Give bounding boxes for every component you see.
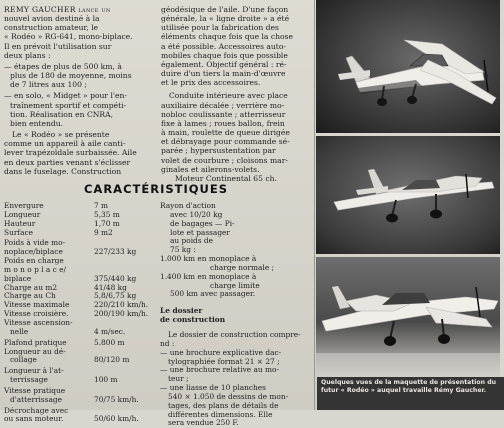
spec-label: Vitesse ascension-: [4, 317, 73, 327]
spec-label: Vitesse croisière.: [4, 309, 69, 319]
range-line: de bagages — Pi-: [170, 218, 235, 228]
spec-value: 1,70 m: [94, 218, 120, 228]
body-line: Moteur Continental 65 ch.: [175, 173, 277, 183]
spec-label: Vitesse maximale: [4, 300, 70, 310]
spec-label: Longueur à l'at-: [4, 366, 64, 376]
spec-row: [4, 229, 156, 238]
spec-label: collage: [10, 355, 37, 365]
dossier-line: sera vendue 250 F.: [168, 418, 239, 428]
body-line: générale, la « ligne droite » a été: [161, 14, 290, 24]
spec-label: ou sans moteur.: [4, 414, 64, 424]
range-line: 1.000 km en monoplace à: [160, 254, 257, 264]
body-line: parée ; hypersustentation par: [161, 146, 276, 156]
spec-label: Longueur: [4, 209, 41, 219]
model-photo-ground-view: [316, 257, 500, 375]
spec-label: biplace: [4, 273, 32, 283]
range-line: 500 km avec passager.: [170, 289, 256, 299]
intro-line: — en solo, « Midget » pour l'en-: [4, 91, 127, 101]
spec-value: 9 m2: [94, 227, 113, 237]
range-line: lote et passager: [170, 227, 230, 237]
model-photo-front-view: [316, 136, 500, 254]
spec-row: [4, 376, 156, 385]
spec-label: Hauteur: [4, 218, 36, 228]
spec-label: Poids à vide mo-: [4, 238, 66, 248]
intro-line: Il en prévoit l'utilisation sur: [4, 41, 112, 51]
body-line: ginales et ailerons-volets.: [161, 164, 260, 174]
airplane-model-image: [316, 136, 500, 254]
dossier-line: teur ;: [168, 374, 189, 384]
intro-line: bien entendu.: [10, 118, 64, 128]
spec-label: Poids en charge: [4, 256, 64, 266]
body-line: utilisée pour la fabrication des: [161, 23, 279, 33]
dossier-line: tages, des plans de détails de: [168, 400, 279, 410]
spec-label: Surface: [4, 227, 34, 237]
intro-line: traînement sportif et compéti-: [10, 100, 127, 110]
spec-label: d'atterrissage: [10, 394, 63, 404]
spec-row: [4, 356, 156, 365]
spec-value: 70/75 km/h.: [94, 394, 139, 404]
model-photo-top-view: [316, 0, 500, 133]
intro-line: Le « Rodéo » se présente: [12, 130, 110, 140]
dossier-line: 540 × 1.050 de dessins de mon-: [168, 391, 289, 401]
intro-column: [4, 5, 159, 176]
dossier-subheading: Le dossier: [160, 306, 203, 316]
spec-label: m o n o p l a c e/: [4, 264, 66, 274]
intro-line: plus de 180 de moyenne, moins: [10, 71, 132, 81]
intro-line: nouvel avion destiné à la: [4, 14, 100, 24]
body-line: et débrayage pour commande sé-: [161, 137, 290, 147]
body-line: Conduite intérieure avec place: [169, 91, 288, 101]
spec-value: 4 m/sec.: [94, 326, 126, 336]
intro-line: de 7 litres aux 100 ;: [10, 80, 87, 90]
body-line: duire d'un tiers la main-d'œuvre: [161, 69, 286, 79]
dossier-line: — une liasse de 10 planches: [160, 383, 266, 393]
section-heading: CARACTÉRISTIQUES: [83, 182, 229, 196]
spec-value: 5,8/6,75 kg: [94, 291, 137, 301]
spec-row: [4, 396, 156, 405]
dossier-line: tylographiée format 21 × 27 ;: [168, 356, 280, 366]
spec-label: Plafond pratique: [4, 337, 67, 347]
spec-label: Longueur au dé-: [4, 346, 66, 356]
spec-value: 80/120 m: [94, 355, 130, 365]
spec-label: Vitesse pratique: [4, 385, 66, 395]
body-line: nobloc coulissante ; atterrisseur: [161, 109, 286, 119]
airplane-model-image: [316, 0, 500, 133]
body-line: fixe à lames ; roues ballon, frein: [161, 118, 285, 128]
dossier-line: différentes dimensions. Elle: [168, 409, 273, 419]
intro-line: deux plans :: [4, 50, 51, 60]
spec-value: 375/440 kg: [94, 273, 137, 283]
intro-line: tion. Réalisation en CNRA,: [10, 109, 114, 119]
range-line: au poids de: [170, 236, 214, 246]
spec-label: Envergure: [4, 201, 44, 210]
dossier-line: Le dossier de construction compre-: [168, 329, 301, 339]
range-dossier-column: [160, 202, 310, 428]
range-line: Rayon d'action: [160, 201, 216, 210]
range-line: charge normale ;: [210, 262, 275, 272]
body-line: géodésique de l'aile. D'une façon: [161, 5, 289, 14]
spec-label: noplace/biplace: [4, 247, 63, 257]
body-line: a été possible. Accessoires auto-: [161, 41, 286, 51]
range-line: avec 10/20 kg: [170, 209, 223, 219]
spec-label: Charge au m2: [4, 282, 58, 292]
range-line: 75 kg :: [170, 245, 196, 255]
body-line: éléments chaque fois que la chose: [161, 32, 293, 42]
intro-line: en deux parties venant s'éclisser: [4, 157, 131, 167]
spec-label: nelle: [10, 326, 29, 336]
spec-row: [4, 415, 156, 424]
intro-line: lever trapézoïdale surbaissée. Aile: [4, 148, 137, 158]
spec-label: Décrochage avec: [4, 405, 69, 415]
dossier-line: — une brochure explicative dac-: [160, 347, 282, 357]
spec-value: 5,35 m: [94, 209, 120, 219]
spec-value: 7 m: [94, 201, 109, 210]
spec-value: 41/48 kg: [94, 282, 127, 292]
intro-line: comme un appareil à aile canti-: [4, 139, 126, 149]
range-line: charge limite: [210, 280, 260, 290]
body-line: volet de courbure ; cloisons mar-: [161, 155, 288, 165]
body-line: également. Objectif général : ré-: [161, 59, 287, 69]
airplane-model-image: [316, 257, 500, 375]
intro-line: « Rodéo » RG-641, mono-biplace.: [4, 32, 133, 42]
specs-table: [4, 202, 156, 424]
spec-value: 5.800 m: [94, 337, 125, 347]
construction-column: [161, 5, 311, 183]
spec-label: Charge au Ch: [4, 291, 56, 301]
spec-value: 50/60 km/h.: [94, 414, 139, 424]
body-line: à main, roulette de queue dirigée: [161, 128, 290, 138]
intro-line: REMY GAUCHER lance un: [4, 5, 111, 14]
intro-line: dans le fuselage. Construction: [4, 166, 122, 176]
column-divider: [314, 0, 315, 410]
spec-row: [4, 328, 156, 337]
spec-value: 100 m: [94, 375, 118, 385]
dossier-line: — une brochure relative au mo-: [160, 365, 279, 375]
range-line: 1.400 km en monoplace à: [160, 271, 257, 281]
spec-value: 227/233 kg: [94, 247, 137, 257]
dossier-line: nd :: [160, 338, 175, 348]
body-line: auxiliaire décalée ; verrière mo-: [161, 100, 285, 110]
spec-label: terrissage: [10, 375, 48, 385]
intro-line: construction amateur, le: [4, 23, 99, 33]
spec-value: 200/190 km/h.: [94, 309, 149, 319]
dossier-subheading: de construction: [160, 315, 226, 325]
photo-caption: Quelques vues de la maquette de présentation du futur « Rodéo » auquel travaille Rémy Gaucher.: [317, 377, 504, 410]
spec-value: 220/210 km/h.: [94, 300, 149, 310]
body-line: mobiles chaque fois que possible: [161, 50, 288, 60]
intro-line: — étapes de plus de 500 km, à: [4, 61, 122, 71]
body-line: et le prix des accessoires.: [161, 78, 261, 88]
